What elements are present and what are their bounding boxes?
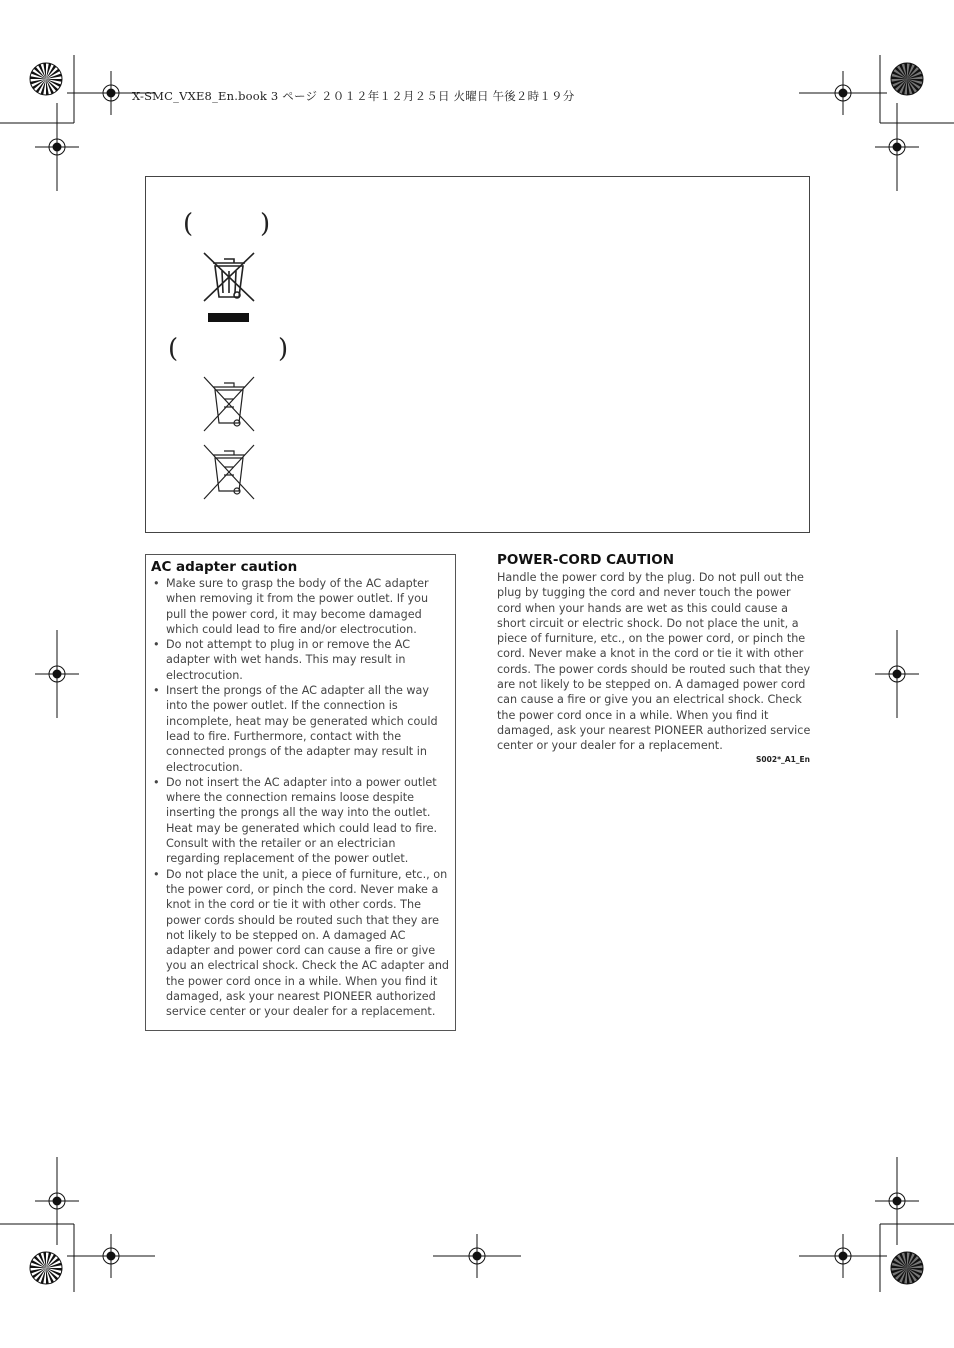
caution-bullet-text: Do not place the unit, a piece of furniture, etc., on the power cord, or pinch the cord. Never make a knot in the cord or tie it with other cords. The power cords should be routed such that they are not likely to be stepped on. A damaged AC adapter and power cord can cause a fire or give you an electrical shock. Check the AC adapter and the power cord once in a while. When you find it damaged, ask your nearest PIONEER authorized service center or your dealer for a replacement. — [166, 867, 450, 1019]
registration-crosshair-icon — [433, 1234, 521, 1278]
document-code: S002*_A1_En — [756, 755, 810, 764]
caution-bullet-item: • Do not place the unit, a piece of furniture, etc., on the power cord, or pinch the cord. Never make a knot in the cord or tie it with other cords. The power cords should be routed such that they are not likely to be stepped on. A damaged AC adapter and power cord can cause a fire or give you an electrical shock. Check the AC adapter and the power cord once in a while. When you find it damaged, ask your nearest PIONEER authorized service center or your dealer for a replacement. — [153, 867, 450, 1019]
starburst-registration-icon — [30, 63, 62, 95]
caution-bullet-item: • Make sure to grasp the body of the AC adapter when removing it from the power outlet. If you pull the power cord, it may become damaged which could lead to fire and/or electrocution. — [153, 577, 429, 636]
registration-crosshair-icon — [67, 1234, 155, 1278]
ac-adapter-caution-title: AC adapter caution — [151, 559, 298, 575]
registration-crosshair-icon — [35, 1157, 79, 1245]
registration-crosshair-icon — [799, 1234, 887, 1278]
power-cord-caution-title: POWER-CORD CAUTION — [497, 552, 675, 568]
crossed-out-wheelie-bin-icon — [200, 443, 258, 501]
caution-bullet-text: Do not insert the AC adapter into a power outlet where the connection remains loose despite inserting the prongs all the way into the outlet. Heat may be generated which could lead to fire. Consult with the retailer or an electrician regarding replacement of the power outlet. — [166, 775, 438, 866]
caution-bullet-text: Make sure to grasp the body of the AC adapter when removing it from the power outlet. If you pull the power cord, it may become damaged which could lead to fire and/or electrocution. — [166, 577, 429, 636]
registration-crosshair-icon — [799, 71, 887, 115]
crossed-out-wheelie-bin-icon — [200, 375, 258, 433]
starburst-registration-icon — [891, 63, 923, 95]
registration-crosshair-icon — [875, 103, 919, 191]
left-parenthesis: ( — [168, 334, 179, 364]
registration-crosshair-icon — [35, 630, 79, 718]
caution-bullet-item: • Do not insert the AC adapter into a power outlet where the connection remains loose despite inserting the prongs all the way into the outlet. Heat may be generated which could lead to fire. Consult with the retailer or an electrician regarding replacement of the power outlet. — [153, 775, 438, 866]
crossed-out-wheelie-bin-icon — [200, 249, 258, 325]
caution-bullet-text: Insert the prongs of the AC adapter all the way into the power outlet. If the connection is incomplete, heat may be generated which could lead to fire. Furthermore, contact with the connected prongs of the adapter may result in electrocution. — [166, 684, 438, 774]
caution-bullet-item: • Insert the prongs of the AC adapter all the way into the power outlet. If the connection is incomplete, heat may be generated which could lead to fire. Furthermore, contact with the connected prongs of the adapter may result in electrocution. — [153, 684, 438, 774]
registration-crosshair-icon — [875, 1157, 919, 1245]
caution-bullet-text: Do not attempt to plug in or remove the AC adapter with wet hands. This may result in electrocution. — [166, 638, 411, 682]
caution-bullet-item: • Do not attempt to plug in or remove the AC adapter with wet hands. This may result in electrocution. — [153, 638, 411, 682]
starburst-registration-icon — [30, 1252, 62, 1284]
power-cord-caution-body: Handle the power cord by the plug. Do not pull out the plug by tugging the cord and never touch the power cord when your hands are wet as this could cause a short circuit or electric shock. Do not place the unit, a piece of furniture, etc., on the power cord, or pinch the cord. Never make a knot in the cord or tie it with other cords. The power cords should be routed such that they are not likely to be stepped on. A damaged power cord can cause a fire or give you an electrical shock. Check the power cord once in a while. When you find it damaged, ask your nearest PIONEER authorized service center or your dealer for a replacement. — [497, 571, 811, 753]
right-parenthesis: ) — [278, 334, 289, 364]
left-parenthesis: ( — [183, 209, 194, 239]
file-header-line: X-SMC_VXE8_En.book 3 ページ ２０１２年１２月２５日 火曜日 午後２時１９分 — [132, 89, 575, 103]
registration-crosshair-icon — [875, 630, 919, 718]
registration-crosshair-icon — [35, 103, 79, 191]
ac-adapter-caution-list — [151, 576, 451, 1020]
right-parenthesis: ) — [260, 209, 271, 239]
starburst-registration-icon — [891, 1252, 923, 1284]
